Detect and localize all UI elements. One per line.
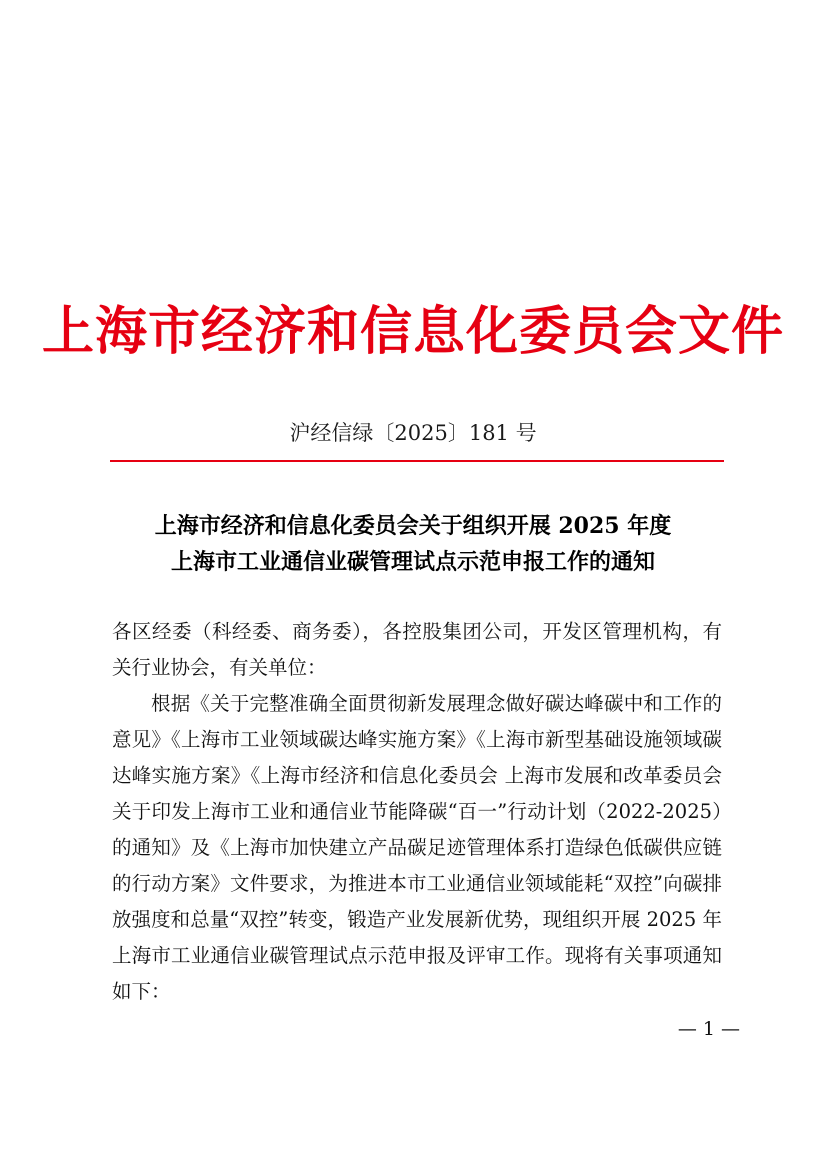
notice-title <box>100 508 726 580</box>
notice-title-line-2: 上海市工业通信业碳管理试点示范申报工作的通知 <box>170 549 655 575</box>
page-number: — 1 — <box>677 1018 740 1040</box>
notice-body <box>112 614 722 1010</box>
red-divider-line <box>110 460 724 462</box>
masthead-title: 上海市经济和信息化委员会文件 <box>41 301 784 362</box>
salutation: 各区经委（科经委、商务委），各控股集团公司，开发区管理机构，有关行业协会，有关单位： <box>112 620 722 679</box>
document-number: 沪经信绿〔2025〕181 号 <box>289 421 537 445</box>
body-paragraph: 根据《关于完整准确全面贯彻新发展理念做好碳达峰碳中和工作的意见》《上海市工业领域碳达峰实施方案》《上海市新型基础设施领域碳达峰实施方案》《上海市经济和信息化委员会 上海市发展和改革委员会 关于印发上海市工业和通信业节能降碳“百一”行动计划（2022-2025）的通知》及《上海市加快建立产品碳足迹管理体系打造绿色低碳供应链的行动方案》文件要求，为推进本市工业通信业领域能耗“双控”向碳排放强度和总量“双控”转变，锻造产业发展新优势，现组织开展 2025 年上海市工业通信业碳管理试点示范申报及评审工作。现将有关事项通知如下： <box>112 692 722 1003</box>
notice-title-line-1: 上海市经济和信息化委员会关于组织开展 2025 年度 <box>154 513 672 539</box>
